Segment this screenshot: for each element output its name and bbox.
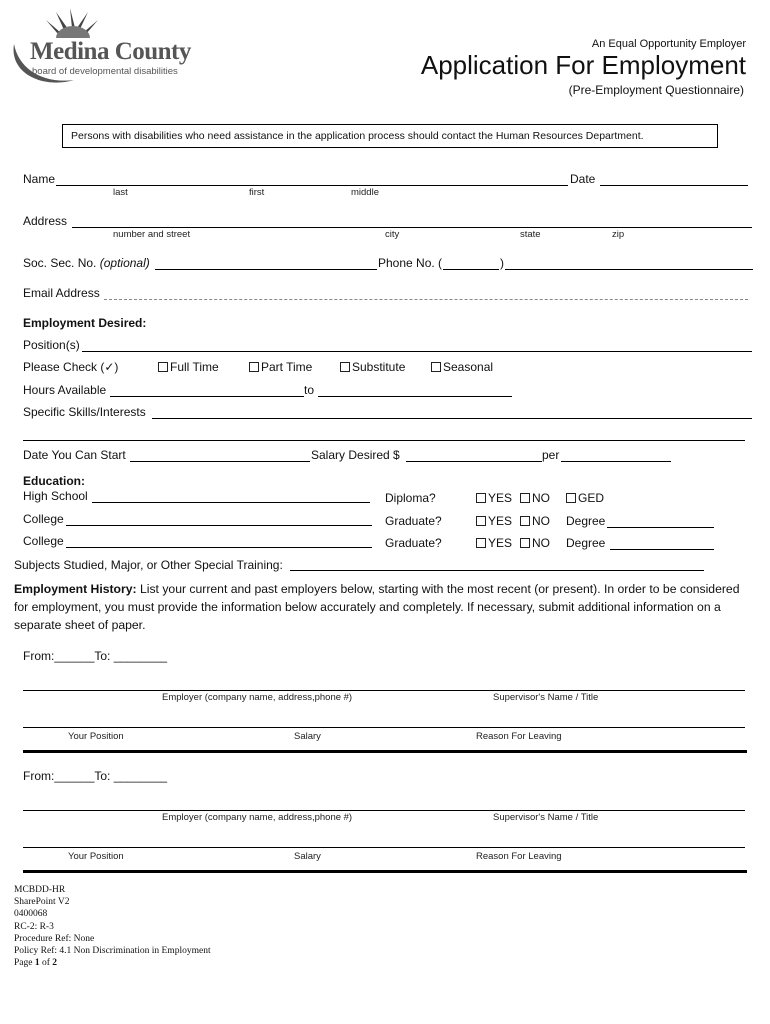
footer-line: Procedure Ref: None (14, 933, 95, 944)
ssn-field[interactable] (155, 269, 377, 270)
checkbox-icon[interactable] (431, 362, 441, 372)
supervisor-hint-2: Supervisor's Name / Title (493, 812, 599, 823)
footer-line: 0400068 (14, 909, 48, 920)
page-subtitle: (Pre-Employment Questionnaire) (568, 83, 744, 97)
positions-field[interactable] (82, 351, 752, 352)
positions-label: Position(s) (23, 338, 80, 352)
option-seasonal-label: Seasonal (443, 360, 494, 374)
no-label: NO (532, 491, 550, 505)
page-of: of (39, 958, 53, 969)
ged-label: GED (578, 491, 605, 505)
no-label: NO (532, 514, 550, 528)
employer-line-2[interactable] (23, 810, 745, 811)
name-label: Name (23, 172, 56, 186)
phone-label: Phone No. ( (378, 256, 443, 270)
address-label: Address (23, 214, 68, 228)
hs-yes[interactable] (476, 491, 512, 505)
degree1-field[interactable] (607, 527, 714, 528)
checkbox-icon[interactable] (158, 362, 168, 372)
degree-label-2: Degree (566, 536, 606, 550)
checkbox-icon[interactable] (476, 493, 486, 503)
option-seasonal[interactable] (431, 360, 493, 374)
section-divider-2 (23, 870, 747, 873)
employer-line-1[interactable] (23, 690, 745, 691)
hint-city: city (385, 229, 400, 240)
yes-label: YES (488, 536, 513, 550)
footer-block (14, 884, 211, 969)
history-paragraph (14, 580, 754, 634)
option-full-time[interactable] (158, 360, 219, 374)
diploma-question: Diploma? (385, 491, 436, 505)
hours-label: Hours Available (23, 383, 107, 397)
hs-ged[interactable] (566, 491, 604, 505)
yes-label: YES (488, 491, 513, 505)
yes-label: YES (488, 514, 513, 528)
college2-field[interactable] (66, 547, 372, 548)
checkbox-icon[interactable] (249, 362, 259, 372)
org-name: Medina County (30, 38, 191, 65)
option-part-time[interactable] (249, 360, 312, 374)
high-school-field[interactable] (92, 502, 370, 503)
hint-street: number and street (113, 229, 191, 240)
checkbox-icon[interactable] (476, 538, 486, 548)
eoe-text: An Equal Opportunity Employer (591, 38, 746, 50)
no-label: NO (532, 536, 550, 550)
page-number: 1 (34, 958, 40, 969)
checkbox-icon[interactable] (520, 516, 530, 526)
phone-close: ) (500, 256, 504, 270)
employer-hint-1: Employer (company name, address,phone #) (162, 692, 353, 703)
hours-from-field[interactable] (110, 396, 304, 397)
college1-field[interactable] (66, 525, 372, 526)
skills-field[interactable] (152, 418, 752, 419)
logo (4, 4, 194, 90)
email-field[interactable] (104, 299, 748, 300)
college2-no[interactable] (520, 536, 550, 550)
checkbox-icon[interactable] (476, 516, 486, 526)
notice-text: Persons with disabilities who need assistance in the application process should contact the Human Resources Department. (71, 130, 644, 142)
hours-to-field[interactable] (318, 396, 512, 397)
ssn-optional: (optional) (99, 256, 150, 270)
salary-hint-2: Salary (294, 851, 321, 862)
hint-last: last (113, 187, 128, 198)
from-to-1[interactable]: From:______To: ________ (23, 649, 168, 663)
skills-label: Specific Skills/Interests (23, 405, 146, 419)
employer-hint-2: Employer (company name, address,phone #) (162, 812, 353, 823)
hint-state: state (520, 229, 541, 240)
page-total: 2 (52, 958, 58, 969)
hint-zip: zip (612, 229, 625, 240)
history-heading: Employment History: (14, 582, 137, 596)
checkbox-icon[interactable] (520, 493, 530, 503)
supervisor-hint-1: Supervisor's Name / Title (493, 692, 599, 703)
hs-no[interactable] (520, 491, 550, 505)
start-label: Date You Can Start (23, 448, 126, 462)
subjects-field[interactable] (290, 570, 704, 571)
subjects-label: Subjects Studied, Major, or Other Special Training: (14, 558, 283, 572)
graduate-question-2: Graduate? (385, 536, 442, 550)
history-intro: List your current and past employers below, starting with the most recent (or present). In order to be considered for employment, you must provide the information below accurately and completely. If necessary, submit additional information on a separate sheet of paper. (14, 582, 740, 632)
per-label: per (542, 448, 560, 462)
college1-yes[interactable] (476, 514, 512, 528)
checkbox-icon[interactable] (340, 362, 350, 372)
section-divider-1 (23, 750, 747, 753)
name-field[interactable] (56, 185, 568, 186)
footer-line: Policy Ref: 4.1 Non Discrimination in Employment (14, 946, 211, 957)
option-full-time-label: Full Time (170, 360, 219, 374)
graduate-question-1: Graduate? (385, 514, 442, 528)
phone-field[interactable] (505, 269, 753, 270)
start-field[interactable] (130, 461, 310, 462)
salary-label: Salary Desired $ (311, 448, 400, 462)
position-hint-1: Your Position (68, 731, 124, 742)
high-school-label: High School (23, 489, 88, 503)
page-prefix: Page (14, 958, 35, 969)
skills-field-2[interactable] (23, 440, 745, 441)
ssn-label-text: Soc. Sec. No. (23, 256, 97, 270)
date-field[interactable] (600, 185, 748, 186)
notice-box (62, 124, 718, 148)
hours-to-label: to (304, 383, 315, 397)
employment-heading: Employment Desired: (23, 316, 147, 330)
date-label: Date (570, 172, 596, 186)
college2-yes[interactable] (476, 536, 512, 550)
hint-first: first (249, 187, 265, 198)
org-subtitle: board of developmental disabilities (32, 66, 178, 77)
checkbox-icon[interactable] (566, 493, 576, 503)
per-field[interactable] (561, 461, 671, 462)
position-line-1[interactable] (23, 727, 745, 728)
address-field[interactable] (72, 227, 752, 228)
page-indicator (14, 957, 211, 969)
from-to-2[interactable]: From:______To: ________ (23, 769, 168, 783)
reason-hint-2: Reason For Leaving (476, 851, 562, 862)
option-part-time-label: Part Time (261, 360, 313, 374)
education-heading: Education: (23, 474, 85, 488)
page-title: Application For Employment (420, 50, 746, 80)
ssn-label (23, 256, 150, 270)
degree2-field[interactable] (610, 549, 714, 550)
hint-middle: middle (351, 187, 379, 198)
option-substitute-label: Substitute (352, 360, 406, 374)
position-line-2[interactable] (23, 847, 745, 848)
position-hint-2: Your Position (68, 851, 124, 862)
salary-hint-1: Salary (294, 731, 321, 742)
check-label: Please Check (✓) (23, 360, 119, 374)
college1-label: College (23, 512, 64, 526)
footer-line: SharePoint V2 (14, 897, 70, 908)
footer-line: RC-2: R-3 (14, 921, 54, 932)
degree-label-1: Degree (566, 514, 606, 528)
email-label: Email Address (23, 286, 100, 300)
salary-field[interactable] (406, 461, 542, 462)
footer-line: MCBDD-HR (14, 885, 66, 895)
phone-area-field[interactable] (443, 269, 499, 270)
college2-label: College (23, 534, 64, 548)
checkbox-icon[interactable] (520, 538, 530, 548)
option-substitute[interactable] (340, 360, 405, 374)
college1-no[interactable] (520, 514, 550, 528)
reason-hint-1: Reason For Leaving (476, 731, 562, 742)
